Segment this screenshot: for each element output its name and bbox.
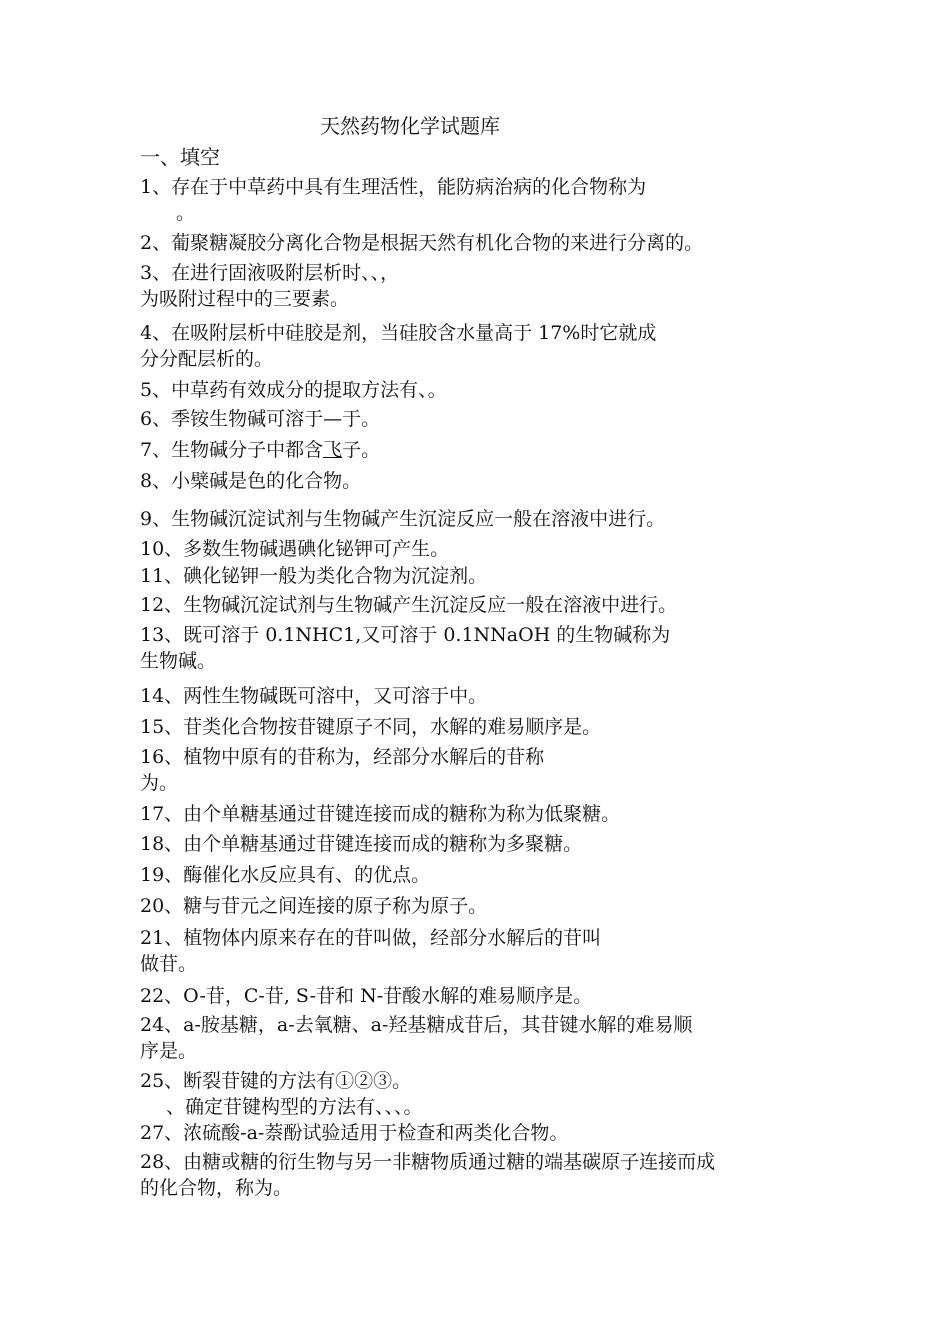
question-17 <box>140 801 620 827</box>
question-text: 9、生物碱沉淀试剂与生物碱产生沉淀反应一般在溶液中进行。 <box>140 508 666 530</box>
question-text-continued: 为。 <box>140 772 179 794</box>
question-28 <box>140 1149 715 1201</box>
question-text: 5、中草药有效成分的提取方法有、。 <box>140 379 447 401</box>
question-text: 、确定苷键构型的方法有、、、。 <box>166 1096 423 1118</box>
question-1 <box>140 174 646 226</box>
question-25 <box>140 1068 411 1094</box>
question-text: 4、在吸附层析中硅胶是剂，当硅胶含水量高于 17%时它就成 <box>140 322 657 344</box>
question-10 <box>140 536 449 562</box>
question-text: 24、a-胺基糖，a-去氧糖、a-羟基糖成苷后，其苷键水解的难易顺 <box>140 1014 693 1036</box>
question-text: 19、酶催化水反应具有、的优点。 <box>140 864 431 886</box>
question-19 <box>140 862 430 888</box>
question-21 <box>140 925 601 977</box>
question-text: 1、存在于中草药中具有生理活性，能防病治病的化合物称为 <box>140 176 647 198</box>
question-text: 17、由个单糖基通过苷键连接而成的糖称为称为低聚糖。 <box>140 803 621 825</box>
question-text-continued: 做苷。 <box>140 953 198 975</box>
question-20 <box>140 893 487 919</box>
question-text: 10、多数生物碱遇碘化铋钾可产生。 <box>140 538 450 560</box>
question-text: 3、在进行固液吸附层析时、、， <box>140 262 400 284</box>
question-text: 2、葡聚糖凝胶分离化合物是根据天然有机化合物的来进行分离的。 <box>140 232 704 254</box>
question-text: 27、浓硫酸-a-萘酚试验适用于检查和两类化合物。 <box>140 1122 569 1144</box>
question-18 <box>140 831 582 857</box>
question-8 <box>140 468 361 494</box>
question-22 <box>140 983 592 1009</box>
question-text: 28、由糖或糖的衍生物与另一非糖物质通过糖的端基碳原子连接而成 <box>140 1151 716 1173</box>
question-text-continued: 的化合物，称为。 <box>140 1177 293 1199</box>
question-3 <box>140 260 399 312</box>
question-2 <box>140 230 703 256</box>
question-text: 12、生物碱沉淀试剂与生物碱产生沉淀反应一般在溶液中进行。 <box>140 594 678 616</box>
question-text: 21、植物体内原来存在的苷叫做，经部分水解后的苷叫 <box>140 927 602 949</box>
question-text-continued: 序是。 <box>140 1040 198 1062</box>
question-text-continued: 生物碱。 <box>140 650 217 672</box>
question-7 <box>140 437 380 463</box>
question-text-continued: 。 <box>176 202 196 224</box>
question-text: 6、季铵生物碱可溶于—于。 <box>140 408 381 430</box>
question-6 <box>140 406 380 432</box>
question-text: 25、断裂苷键的方法有①②③。 <box>140 1070 412 1092</box>
section-heading: 一、填空 <box>140 145 220 169</box>
question-text-continued: 分分配层析的。 <box>140 348 274 370</box>
question-text: 22、O-苷，C-苷, S-苷和 N-苷酸水解的难易顺序是。 <box>140 985 593 1007</box>
question-26 <box>140 1094 423 1120</box>
question-15 <box>140 714 601 740</box>
question-27 <box>140 1120 568 1146</box>
question-text-continued: 为吸附过程中的三要素。 <box>140 288 350 310</box>
question-24 <box>140 1012 692 1064</box>
question-14 <box>140 683 487 709</box>
question-text: 11、碘化铋钾一般为类化合物为沉淀剂。 <box>140 565 488 587</box>
question-text: 15、苷类化合物按苷键原子不同，水解的难易顺序是。 <box>140 716 602 738</box>
question-text: 16、植物中原有的苷称为，经部分水解后的苷称 <box>140 746 545 768</box>
question-text: 8、小檗碱是色的化合物。 <box>140 470 362 492</box>
question-text: 18、由个单糖基通过苷键连接而成的糖称为多聚糖。 <box>140 833 583 855</box>
question-text: 7、生物碱分子中都含 <box>140 439 324 461</box>
underlined-blank-text: 飞 <box>323 439 343 461</box>
question-4 <box>140 320 656 372</box>
question-12 <box>140 592 677 618</box>
question-9 <box>140 506 665 532</box>
question-text-end: 子。 <box>342 439 381 461</box>
question-text: 20、糖与苷元之间连接的原子称为原子。 <box>140 895 488 917</box>
document-title: 天然药物化学试题库 <box>320 114 500 138</box>
question-text: 14、两性生物碱既可溶中，又可溶于中。 <box>140 685 488 707</box>
question-5 <box>140 377 447 403</box>
question-text: 13、既可溶于 0.1NHC1,又可溶于 0.1NNaOH 的生物碱称为 <box>140 624 671 646</box>
question-13 <box>140 622 670 674</box>
question-11 <box>140 563 487 589</box>
question-16 <box>140 744 544 796</box>
